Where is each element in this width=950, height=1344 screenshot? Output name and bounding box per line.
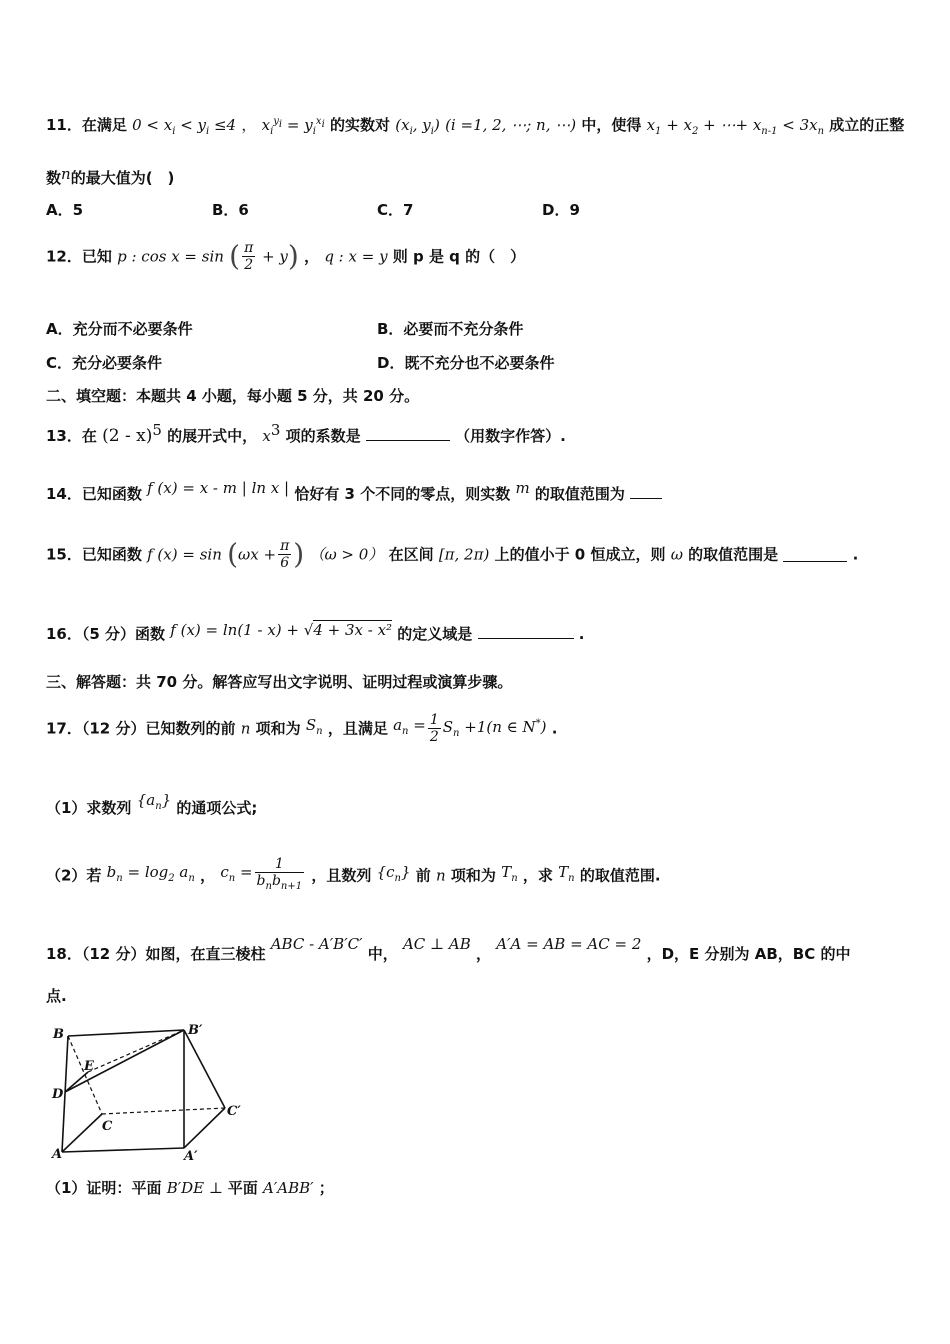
q11-line2: 数n的最大值为( ) (46, 165, 175, 187)
q15-answer-blank[interactable] (783, 547, 847, 562)
label-b: B (53, 1027, 64, 1042)
q16-answer-blank[interactable] (478, 624, 574, 639)
q11-option-d: D．9 (542, 201, 580, 219)
q12-fraction: $\frac{\pi}{2}$ (244, 240, 254, 273)
q16-line: 16．（5 分）函数 f (x) = ln(1 - x) + √4 + 3x - x² 的定义域是 . (46, 621, 585, 643)
segment-d-bprime (65, 1030, 184, 1092)
label-c: C (102, 1119, 113, 1134)
section-fill-in-heading: 二、填空题：本题共 4 小题，每小题 5 分，共 20 分。 (46, 387, 420, 405)
label-a: A (52, 1147, 63, 1162)
label-b-prime: B′ (188, 1023, 203, 1038)
q12-option-d: D．既不充分也不必要条件 (377, 354, 555, 372)
q11-line1: 11．在满足 $0 < x_i < y_i \le 4$ ， $x_i^{y_i} = y_i^{x_i}$ 的实数对 ($x_i$, $y_i$) (i =1, 2, ⋯; n, ⋯) 中，使得 $x_1 + x_2$ + ⋯+ $x_{n-1} < 3x_n$ 成立的正整 (46, 116, 905, 137)
q18-line1: 18．（12 分）如图，在直三棱柱 ABC - A′B′C′ 中， AC ⊥ AB ， A′A = AB = AC = 2 ，D，E 分别为 AB，BC 的中 (46, 935, 851, 963)
label-d: D (52, 1087, 64, 1102)
label-e: E (84, 1059, 94, 1074)
prism-figure (50, 1022, 250, 1162)
q12-option-a: A．充分而不必要条件 (46, 320, 193, 338)
q18-part1: （1）证明：平面 B′DE ⊥ 平面 A′ABB′ ； (46, 1179, 334, 1197)
edge-ac (62, 1114, 102, 1152)
q15-line: 15．已知函数 f (x) = sin (ωx + $\frac{\pi}{6}$ ) （ω > 0） 在区间 [π, 2π) 上的值小于 0 恒成立，则 ω 的取值范围是 . (46, 537, 859, 571)
q17-fraction: $\frac{1}{2}$ (429, 712, 439, 745)
edge-bprime-cprime (184, 1030, 225, 1108)
q11-option-b: B．6 (212, 201, 249, 219)
label-a-prime: A′ (184, 1149, 198, 1162)
q13-line: 13．在 (2 - x)$^5$ 的展开式中， $x^3$ 项的系数是 （用数字作答）. (46, 421, 566, 446)
q17-part2: （2）若 $b_n = \log_2 a_n$ ， $c_n$ = $\frac{1}{b_nb_{n+1}}$ ，且数列 $\{c_n\}$ 前 n 项和为 $T_n$ ，求 $T_n$ 的取值范围. (46, 856, 661, 895)
q13-answer-blank[interactable] (366, 426, 450, 441)
q17-cn-fraction: $\frac{1}{b_nb_{n+1}}$ (256, 856, 303, 892)
q12-line: 12．已知 p : cos x = sin ( $\frac{\pi}{2}$ + y) ， q : x = y 则 p 是 q 的（ ） (46, 239, 526, 273)
edge-cprime-aprime (184, 1108, 225, 1148)
q12-option-c: C．充分必要条件 (46, 354, 163, 372)
q11-option-a: A．5 (46, 201, 84, 219)
q12-option-b: B．必要而不充分条件 (377, 320, 524, 338)
q18-line2: 点. (46, 987, 67, 1005)
edge-aa-prime (62, 1148, 184, 1152)
q14-answer-blank[interactable] (630, 484, 662, 499)
q14-line: 14．已知函数 f (x) = x - m | ln x | 恰好有 3 个不同的零点，则实数 m 的取值范围为 (46, 478, 662, 504)
section-solve-heading: 三、解答题：共 70 分。解答应写出文字说明、证明过程或演算步骤。 (46, 673, 513, 691)
label-c-prime: C′ (227, 1104, 241, 1119)
q17-part1: （1）求数列 $\{a_n\}$ 的通项公式; (46, 791, 258, 817)
q15-fraction: $\frac{\pi}{6}$ (280, 538, 290, 571)
q11-option-c: C．7 (377, 201, 414, 219)
edge-cc-prime-hidden (102, 1108, 225, 1114)
edge-bb-prime (68, 1030, 184, 1036)
segment-e-bprime-hidden (88, 1030, 184, 1072)
q17-line: 17．（12 分）已知数列的前 n 项和为 $S_n$ ，且满足 $a_n$ = $\frac{1}{2}$ $S_n +1(n$ ∈ N*) . (46, 712, 558, 745)
